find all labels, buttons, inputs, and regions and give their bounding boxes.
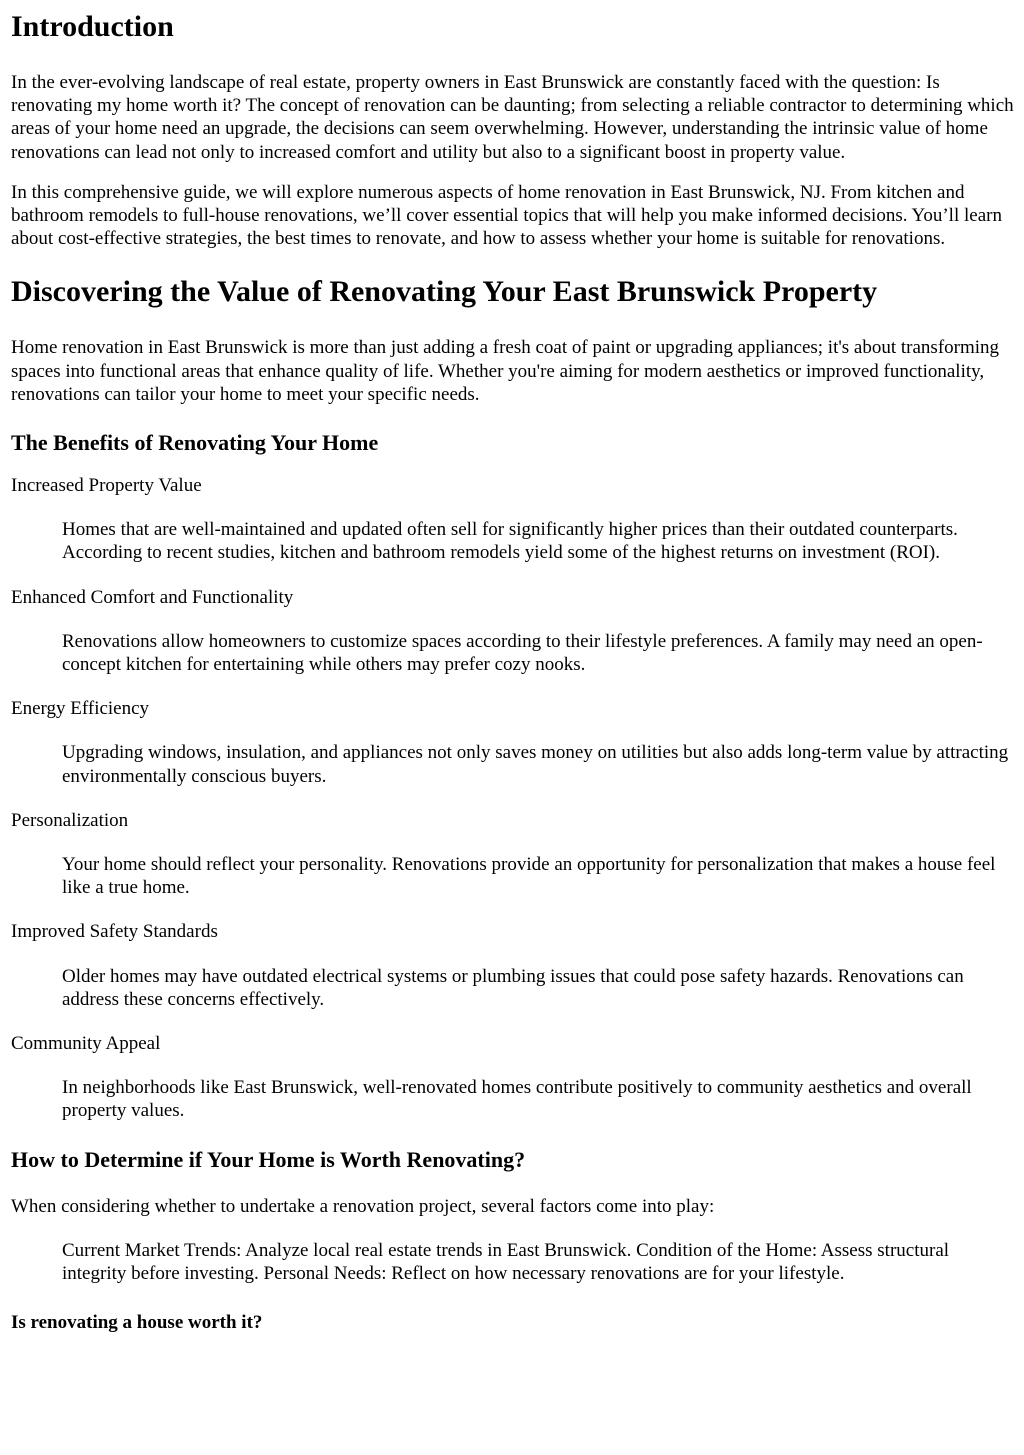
worth-heading: Is renovating a house worth it? bbox=[11, 1312, 263, 1334]
benefit-term: Enhanced Comfort and Functionality bbox=[11, 586, 294, 608]
determine-paragraph: When considering whether to undertake a renovation project, several factors come into play: bbox=[11, 1195, 715, 1217]
intro-paragraph-1: In the ever-evolving landscape of real estate, property owners in East Brunswick are constantly faced with the question: Is renovating my home worth it? The concept of renovation can be daunting; from selecting a reliable contractor to determining which areas of your home need an upgrade, the decisions can seem overwhelming. However, understanding the intrinsic value of home renovations can lead not only to increased comfort and utility but also to a significant boost in property value. bbox=[11, 72, 1014, 163]
benefit-description: In neighborhoods like East Brunswick, well-renovated homes contribute positively to community aesthetics and overall property values. bbox=[62, 1077, 972, 1122]
determine-factors: Current Market Trends: Analyze local real estate trends in East Brunswick. Condition of the Home: Assess structural integrity before investing. Personal Needs: Reflect on how necessary renovations are for your lifestyle. bbox=[62, 1239, 950, 1285]
benefit-term: Increased Property Value bbox=[11, 475, 202, 497]
benefit-term: Community Appeal bbox=[11, 1033, 161, 1055]
benefits-heading: The Benefits of Renovating Your Home bbox=[11, 430, 379, 456]
article bbox=[0, 9, 1024, 1335]
benefit-description: Older homes may have outdated electrical systems or plumbing issues that could pose safety hazards. Renovations can address these concerns effectively. bbox=[62, 965, 964, 1010]
discover-heading: Discovering the Value of Renovating Your East Brunswick Property bbox=[11, 275, 878, 309]
benefit-description: Upgrading windows, insulation, and appliances not only saves money on utilities but also adds long-term value by attracting environmentally conscious buyers. bbox=[62, 742, 1009, 787]
intro-heading: Introduction bbox=[11, 10, 174, 43]
determine-heading: How to Determine if Your Home is Worth Renovating? bbox=[11, 1146, 526, 1172]
benefit-term: Energy Efficiency bbox=[11, 698, 150, 720]
discover-paragraph-1: Home renovation in East Brunswick is more than just adding a fresh coat of paint or upgrading appliances; it's about transforming spaces into functional areas that enhance quality of life. Whether you're aiming for modern aesthetics or improved functionality, renovations can tailor your home to meet your specific needs. bbox=[11, 337, 1000, 405]
benefit-term: Improved Safety Standards bbox=[11, 921, 218, 943]
intro-paragraph-2: In this comprehensive guide, we will explore numerous aspects of home renovation in East Brunswick, NJ. From kitchen and bathroom remodels to full-house renovations, we’ll cover essential topics that will help you make informed decisions. You’ll learn about cost-effective strategies, the best times to renovate, and how to assess whether your home is suitable for renovations. bbox=[11, 181, 1002, 250]
benefit-description: Your home should reflect your personality. Renovations provide an opportunity for personalization that makes a house feel like a true home. bbox=[62, 854, 996, 899]
benefits-list bbox=[11, 474, 1014, 1123]
benefit-description: Homes that are well-maintained and updated often sell for significantly higher prices than their outdated counterparts. According to recent studies, kitchen and bathroom remodels yield some of the highest returns on investment (ROI). bbox=[62, 519, 958, 564]
benefit-description: Renovations allow homeowners to customize spaces according to their lifestyle preferences. A family may need an open-concept kitchen for entertaining while others may prefer cozy nooks. bbox=[62, 630, 983, 676]
benefit-term: Personalization bbox=[11, 809, 129, 831]
